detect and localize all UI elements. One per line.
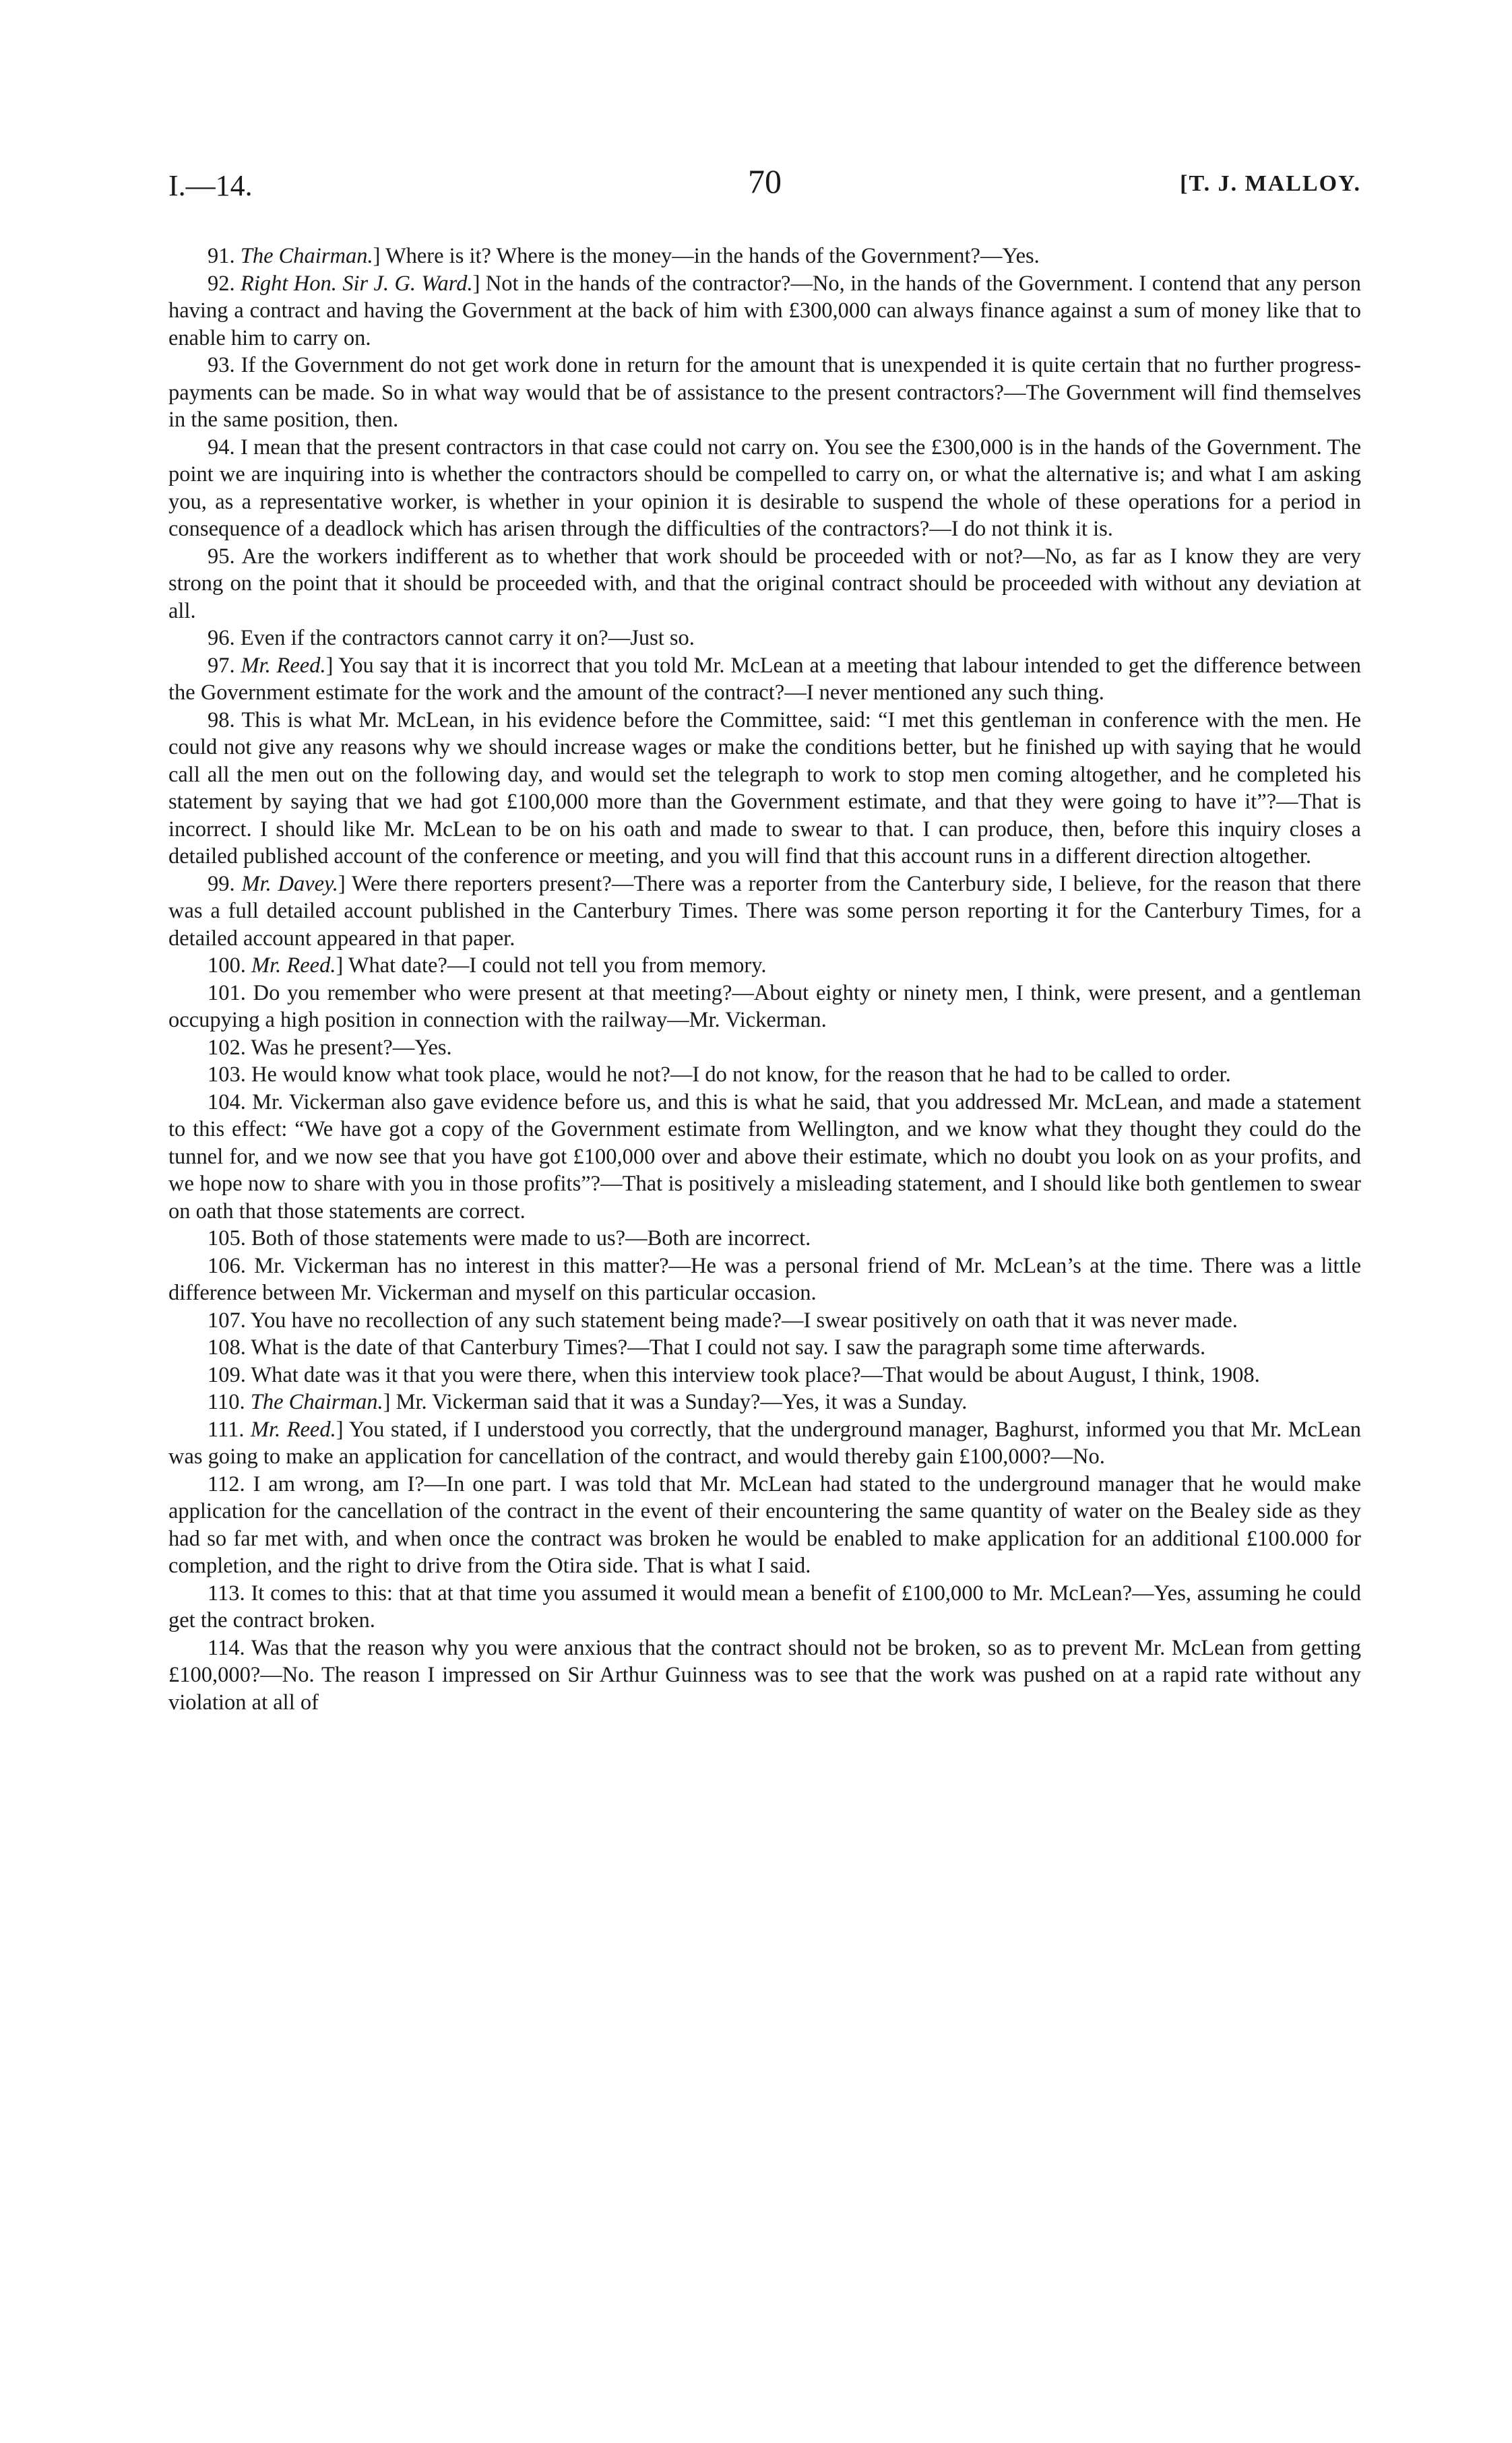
question-text: I am wrong, am I?—In one part. I was told that Mr. McLean had stated to the underground manager that he would make application for the cancellation of the contract in the event of their encountering the same quantity of water on the Bealey side as they had so far met with, and when once the contract was broken he would be enabled to make application for an additional £100.000 for completion, and the right to drive from the Otira side. That is what I said.	[168, 1471, 1361, 1578]
question-number: 94.	[208, 435, 241, 459]
question-text: Do you remember who were present at that meeting?—About eighty or ninety men, I think, were present, and a gentleman occupying a high position in connection with the railway—Mr. Vickerman.	[168, 980, 1362, 1032]
question-paragraph	[168, 434, 1361, 543]
question-number: 100.	[208, 953, 251, 978]
question-number: 96.	[208, 626, 241, 650]
question-paragraph: 97. Mr. Reed.] You say that it is incorrect that you told Mr. McLean at a meeting that labour intended to get the difference between the Government estimate for the work and the amount of the contract?—I never mentioned any such thing.	[168, 653, 1362, 705]
speaker-name: Mr. Davey.	[241, 871, 338, 896]
question-number: 109.	[208, 1362, 251, 1387]
question-paragraph	[168, 1334, 1361, 1362]
question-text: Mr. Vickerman has no interest in this matter?—He was a personal friend of Mr. McLean’s at the time. There was a little difference between Mr. Vickerman and myself on this particular occasion.	[168, 1253, 1361, 1305]
question-paragraph	[168, 1061, 1361, 1089]
question-paragraph: 91. The Chairman.] Where is it? Where is the money—in the hands of the Government?—Yes.	[208, 244, 1040, 268]
question-number: 91.	[208, 244, 241, 268]
question-paragraph	[168, 1580, 1361, 1635]
question-paragraph: 99. Mr. Davey.] Were there reporters present?—There was a reporter from the Canterbury side, I believe, for the reason that there was a full detailed account published in the Canterbury Times. There was some person reporting it for the Canterbury Times, for a detailed account appeared in that paper.	[168, 871, 1361, 951]
speaker-name: Mr. Reed.	[241, 653, 326, 678]
question-text: Were there reporters present?—There was a reporter from the Canterbury side, I believe, for the reason that there was a full detailed account published in the Canterbury Times. There was some person reporting it for the Canterbury Times, for a detailed account appeared in that paper.	[168, 871, 1361, 951]
question-number: 113.	[208, 1581, 251, 1606]
question-paragraph	[168, 1635, 1361, 1717]
question-number: 102.	[208, 1035, 251, 1060]
question-text: Both of those statements were made to us?—Both are incorrect.	[251, 1226, 811, 1250]
speaker-name: Mr. Reed.	[251, 953, 336, 978]
question-number: 107.	[208, 1308, 251, 1333]
question-text: You have no recollection of any such statement being made?—I swear positively on oath that it was never made.	[250, 1308, 1238, 1333]
question-paragraph: 100. Mr. Reed.] What date?—I could not tell you from memory.	[208, 953, 767, 978]
question-paragraph	[168, 1225, 1361, 1252]
question-paragraph	[168, 625, 1361, 652]
question-paragraph	[168, 1362, 1361, 1389]
question-text: Not in the hands of the contractor?—No, in the hands of the Government. I contend that any person having a contract and having the Government at the back of him with £300,000 can always finance against a sum of money like that to enable him to carry on.	[168, 271, 1362, 350]
question-number: 103.	[208, 1062, 251, 1087]
question-text: If the Government do not get work done in return for the amount that is unexpended it is quite certain that no further progress-payments can be made. So in what way would that be of assistance to the present contractors?—The Government will find themselves in the same position, then.	[168, 353, 1361, 432]
question-paragraph	[168, 543, 1361, 625]
question-text: This is what Mr. McLean, in his evidence before the Committee, said: “I met this gentleman in conference with the men. He could not give any reasons why we should increase wages or make the conditions better, but he finished up with saying that he would call all the men out on the following day, and would set the telegraph to work to stop men coming altogether, and he completed his statement by saying that we had got £100,000 more than the Government estimate, and that they were going to have it”?—That is incorrect. I should like Mr. McLean to be on his oath and made to swear to that. I can produce, then, before this inquiry closes a detailed published account of the conference or meeting, and you will find that this account runs in a different direction altogether.	[168, 707, 1361, 868]
question-text: He would know what took place, would he not?—I do not know, for the reason that he had to be called to order.	[251, 1062, 1231, 1087]
question-text: What date was it that you were there, when this interview took place?—That would be about August, I think, 1908.	[251, 1362, 1260, 1387]
question-paragraph	[168, 1252, 1361, 1307]
question-paragraph: 110. The Chairman.] Mr. Vickerman said that it was a Sunday?—Yes, it was a Sunday.	[208, 1390, 968, 1414]
question-number: 110.	[208, 1390, 251, 1414]
question-number: 101.	[208, 980, 253, 1005]
question-number: 105.	[208, 1226, 251, 1250]
question-number: 95.	[208, 544, 242, 569]
question-text: I mean that the present contractors in that case could not carry on. You see the £300,000 is in the hands of the Government. The point we are inquiring into is whether the contractors should be compelled to carry on, or what the alternative is; and what I am asking you, as a representative worker, is whether in your opinion it is desirable to suspend the whole of these operations for a period in consequence of a deadlock which has arisen through the difficulties of the contractors?—I do not think it is.	[168, 435, 1362, 541]
question-number: 99.	[208, 871, 242, 896]
question-paragraph	[168, 1089, 1361, 1226]
question-number: 106.	[208, 1253, 255, 1278]
question-number: 108.	[208, 1335, 251, 1360]
page-header	[168, 162, 1361, 209]
question-paragraph	[168, 352, 1361, 434]
question-text: You say that it is incorrect that you told Mr. McLean at a meeting that labour intended to get the difference between the Government estimate for the work and the amount of the contract?—I never mentioned any such thing.	[168, 653, 1362, 705]
question-text: What is the date of that Canterbury Times?—That I could not say. I saw the paragraph some time afterwards.	[251, 1335, 1206, 1360]
paper-reference: I.—14.	[168, 169, 253, 202]
question-number: 97.	[208, 653, 241, 678]
question-paragraph	[168, 707, 1361, 870]
question-text: What date?—I could not tell you from memory.	[348, 953, 767, 978]
question-paragraph	[168, 980, 1361, 1034]
page-number: 70	[748, 162, 782, 200]
question-number: 111.	[208, 1417, 251, 1442]
speaker-name: Right Hon. Sir J. G. Ward.	[241, 271, 473, 296]
question-number: 114.	[208, 1635, 251, 1660]
question-number: 92.	[208, 271, 241, 296]
question-paragraph	[168, 1471, 1361, 1580]
question-text: Mr. Vickerman also gave evidence before us, and this is what he said, that you addressed Mr. McLean, and made a statement to this effect: “We have got a copy of the Government estimate from Wellington, and we know what they thought they could do the tunnel for, and we now see that you have got £100,000 over and above their estimate, which no doubt you look on as your profits, and we hope now to share with you in those profits”?—That is positively a misleading statement, and I should like both gentlemen to swear on oath that those statements are correct.	[168, 1089, 1362, 1224]
question-text: It comes to this: that at that time you assumed it would mean a benefit of £100,000 to Mr. McLean?—Yes, assuming he could get the contract broken.	[168, 1581, 1361, 1632]
question-text: You stated, if I understood you correctly, that the underground manager, Baghurst, informed you that Mr. McLean was going to make an application for cancellation of the contract, and would thereby gain £100,000?—No.	[168, 1417, 1362, 1469]
witness-name: [T. J. MALLOY.	[1180, 171, 1361, 196]
question-number: 93.	[208, 353, 241, 377]
question-number: 112.	[208, 1471, 253, 1496]
speaker-name: The Chairman.	[240, 244, 373, 268]
question-text: Was that the reason why you were anxious that the contract should not be broken, so as to prevent Mr. McLean from getting £100,000?—No. The reason I impressed on Sir Arthur Guinness was to see that the work was pushed on at a rapid rate without any violation at all of	[168, 1635, 1361, 1715]
evidence-body	[168, 243, 1361, 1716]
question-paragraph	[168, 1307, 1361, 1335]
question-text: Mr. Vickerman said that it was a Sunday?—Yes, it was a Sunday.	[396, 1390, 968, 1414]
speaker-name: The Chairman.	[250, 1390, 383, 1414]
question-number: 104.	[208, 1089, 253, 1114]
question-number: 98.	[208, 707, 242, 732]
question-text: Are the workers indifferent as to whether that work should be proceeded with or not?—No, as far as I know they are very strong on the point that it should be proceeded with, and that the original contract should be proceeded with without any deviation at all.	[168, 544, 1361, 623]
question-paragraph: 111. Mr. Reed.] You stated, if I understood you correctly, that the underground manager, Baghurst, informed you that Mr. McLean was going to make an application for cancellation of the contract, and would thereby gain £100,000?—No.	[168, 1417, 1362, 1469]
question-paragraph	[168, 1034, 1361, 1062]
speaker-name: Mr. Reed.	[250, 1417, 336, 1442]
document-page	[168, 162, 1361, 1716]
question-text: Was he present?—Yes.	[251, 1035, 452, 1060]
question-text: Where is it? Where is the money—in the hands of the Government?—Yes.	[385, 244, 1040, 268]
question-paragraph: 92. Right Hon. Sir J. G. Ward.] Not in the hands of the contractor?—No, in the hands of the Government. I contend that any person having a contract and having the Government at the back of him with £300,000 can always finance against a sum of money like that to enable him to carry on.	[168, 271, 1362, 350]
question-text: Even if the contractors cannot carry it on?—Just so.	[240, 626, 695, 650]
